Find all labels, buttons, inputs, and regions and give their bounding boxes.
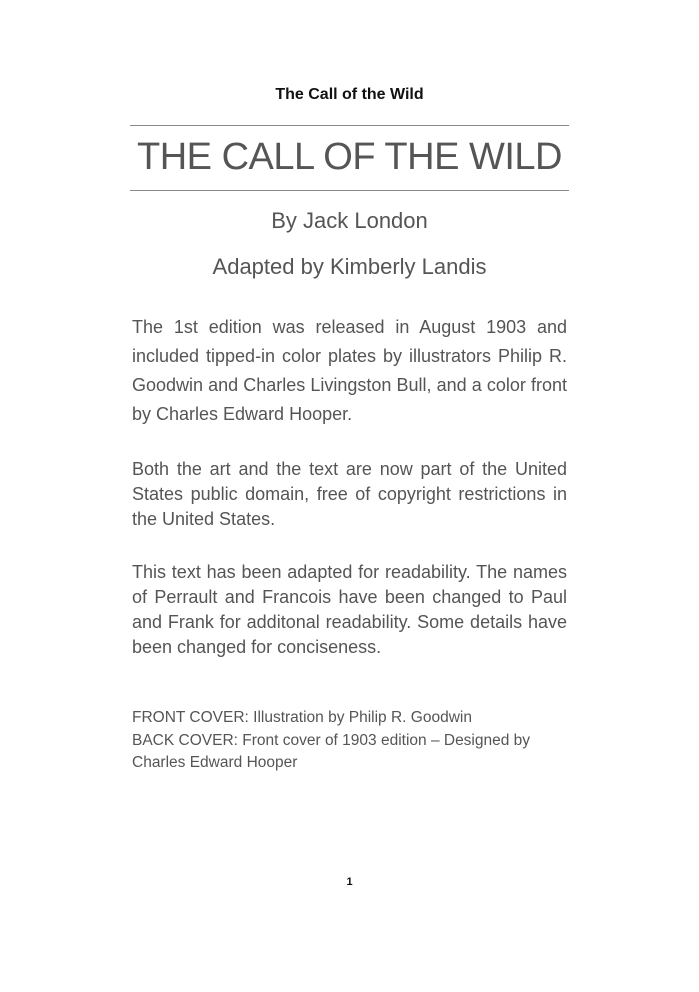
back-cover-credit: BACK COVER: Front cover of 1903 edition – Designed by Charles Edward Hooper (132, 731, 531, 771)
cover-credits (132, 707, 572, 775)
edition-paragraph: The 1st edition was released in August 1903 and included tipped-in color plates by illustrators Philip R. Goodwin and Charles Livingston Bull, and a color front by Charles Edward Hooper. (132, 317, 567, 424)
adapter-byline: Adapted by Kimberly Landis (212, 254, 487, 279)
front-cover-credit: FRONT COVER: Illustration by Philip R. Goodwin (132, 709, 472, 726)
title-rule-bottom (130, 190, 569, 191)
running-header: The Call of the Wild (275, 86, 424, 103)
book-title: THE CALL OF THE WILD (137, 136, 562, 178)
adaptation-paragraph: This text has been adapted for readability. The names of Perrault and Francois have been changed to Paul and Frank for additonal readability. Some details have been changed for conciseness. (132, 562, 567, 657)
author-byline: By Jack London (271, 208, 428, 233)
title-rule-top (130, 125, 569, 126)
public-domain-paragraph: Both the art and the text are now part of the United States public domain, free of copyright restrictions in the United States. (132, 459, 567, 529)
page-number: 1 (346, 876, 353, 888)
